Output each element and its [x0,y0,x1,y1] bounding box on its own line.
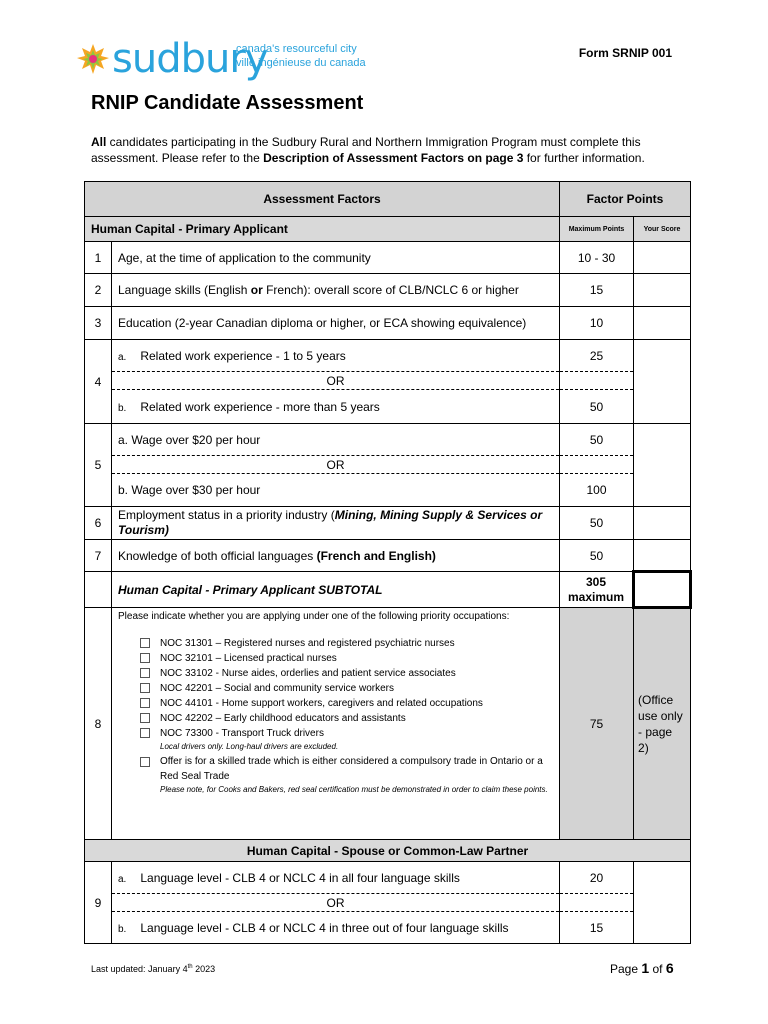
checkbox[interactable] [140,683,150,693]
max-points: 50 [560,424,634,456]
table-row [85,507,691,540]
occupation-item[interactable]: NOC 42202 – Early childhood educators and assistants [140,711,553,726]
table-row [85,862,691,894]
table-row [85,340,691,372]
row-number: 1 [85,242,112,274]
section-primary-label: Human Capital - Primary Applicant [85,217,560,242]
occupation-item[interactable]: NOC 44101 - Home support workers, caregivers and related occupations [140,696,553,711]
factor-text: b. Language level - CLB 4 or NCLC 4 in three out of four language skills [112,912,560,944]
assessment-table [84,181,692,944]
factor-text: Employment status in a priority industry (Mining, Mining Supply & Services or Tourism) [112,507,560,540]
or-row [85,456,691,474]
occupation-list [118,636,553,795]
score-cell[interactable] [634,274,691,307]
table-row [85,424,691,456]
or-row [85,372,691,390]
occupation-item[interactable]: Offer is for a skilled trade which is either considered a compulsory trade in Ontario or a Red Seal Trade [140,754,553,784]
table-row [85,474,691,507]
row-number: 6 [85,507,112,540]
subtotal-row [85,572,691,608]
row-number: 7 [85,540,112,572]
factor-text: Education (2-year Canadian diploma or higher, or ECA showing equivalence) [112,307,560,340]
table-row [85,307,691,340]
score-cell[interactable] [634,340,691,424]
score-cell[interactable] [634,424,691,507]
logo-tagline-fr: ville ingénieuse du canada [236,57,366,69]
max-points: 15 [560,274,634,307]
office-use-note: (Office use only - page 2) [634,608,691,840]
factor-text: a. Related work experience - 1 to 5 years [112,340,560,372]
priority-occupations [112,608,560,840]
checkbox[interactable] [140,653,150,663]
or-row [85,894,691,912]
logo-tagline-en: canada's resourceful city [236,43,357,55]
checkbox[interactable] [140,713,150,723]
page-title: RNIP Candidate Assessment [91,92,364,114]
checkbox[interactable] [140,728,150,738]
table-header-row [85,182,691,217]
subtotal-label: Human Capital - Primary Applicant SUBTOTAL [112,572,560,608]
checkbox[interactable] [140,757,150,767]
last-updated: Last updated: January 4th 2023 [91,964,216,974]
page-number: Page 1 of 6 [610,960,674,976]
max-points: 50 [560,390,634,424]
factor-text: Language skills (English or French): overall score of CLB/NCLC 6 or higher [112,274,560,307]
drivers-note: Local drivers only. Long-haul drivers are excluded. [160,742,339,751]
occupation-item[interactable]: NOC 33102 - Nurse aides, orderlies and patient service associates [140,666,553,681]
trade-note: Please note, for Cooks and Bakers, red seal certification must be demonstrated in order to claim these points. [160,785,548,794]
checkbox[interactable] [140,668,150,678]
intro-reference: Description of Assessment Factors on page 3 [263,151,524,165]
your-score-label: Your Score [634,217,691,242]
table-row [85,274,691,307]
subtotal-points: 305 maximum [560,572,634,608]
intro-lead: All [91,135,107,149]
occupation-item[interactable]: NOC 32101 – Licensed practical nurses [140,651,553,666]
score-cell[interactable] [634,507,691,540]
factor-text: b. Related work experience - more than 5 years [112,390,560,424]
max-points: 25 [560,340,634,372]
checkbox[interactable] [140,698,150,708]
row-number: 8 [85,608,112,840]
max-points: 50 [560,507,634,540]
section-spouse-label: Human Capital - Spouse or Common-Law Partner [85,840,691,862]
max-points: 50 [560,540,634,572]
max-points: 20 [560,862,634,894]
table-row [85,242,691,274]
max-points: 75 [560,608,634,840]
factor-text: Age, at the time of application to the community [112,242,560,274]
score-cell[interactable] [634,862,691,944]
occupations-intro: Please indicate whether you are applying under one of the following priority occupations: [118,611,510,622]
or-label: OR [112,894,560,912]
occupation-item[interactable]: NOC 73300 - Transport Truck drivers [140,726,553,741]
intro-paragraph [91,134,691,166]
intro-text-end: for further information. [523,151,645,165]
table-row [85,540,691,572]
sudbury-logo [76,36,376,82]
max-points: 100 [560,474,634,507]
or-label: OR [112,372,560,390]
logo-wordmark: sudbury [112,36,268,82]
col-factor-points: Factor Points [560,182,691,217]
table-row [85,912,691,944]
factor-text: a. Language level - CLB 4 or NCLC 4 in all four language skills [112,862,560,894]
max-points: 10 - 30 [560,242,634,274]
form-number: Form SRNIP 001 [578,46,672,60]
score-cell[interactable] [634,307,691,340]
row-number: 3 [85,307,112,340]
row-number: 5 [85,424,112,507]
checkbox[interactable] [140,638,150,648]
max-points-label: Maximum Points [560,217,634,242]
intro-text: candidates participating in the Sudbury Rural and Northern Immigration Program must complete this assessment. Please refer to the [91,135,641,165]
occupation-item[interactable]: NOC 42201 – Social and community service workers [140,681,553,696]
factor-text: b. Wage over $30 per hour [112,474,560,507]
section-primary-row [85,217,691,242]
score-cell[interactable] [634,540,691,572]
table-row [85,608,691,840]
max-points: 10 [560,307,634,340]
row-number: 2 [85,274,112,307]
col-assessment-factors: Assessment Factors [85,182,560,217]
row-number: 9 [85,862,112,944]
table-row [85,390,691,424]
factor-text: Knowledge of both official languages (French and English) [112,540,560,572]
row-number: 4 [85,340,112,424]
maple-leaf-icon [76,42,110,76]
max-points: 15 [560,912,634,944]
factor-text: a. Wage over $20 per hour [112,424,560,456]
subtotal-score-cell[interactable] [634,572,691,608]
score-cell[interactable] [634,242,691,274]
section-spouse-row [85,840,691,862]
or-label: OR [112,456,560,474]
occupation-item[interactable]: NOC 31301 – Registered nurses and registered psychiatric nurses [140,636,553,651]
